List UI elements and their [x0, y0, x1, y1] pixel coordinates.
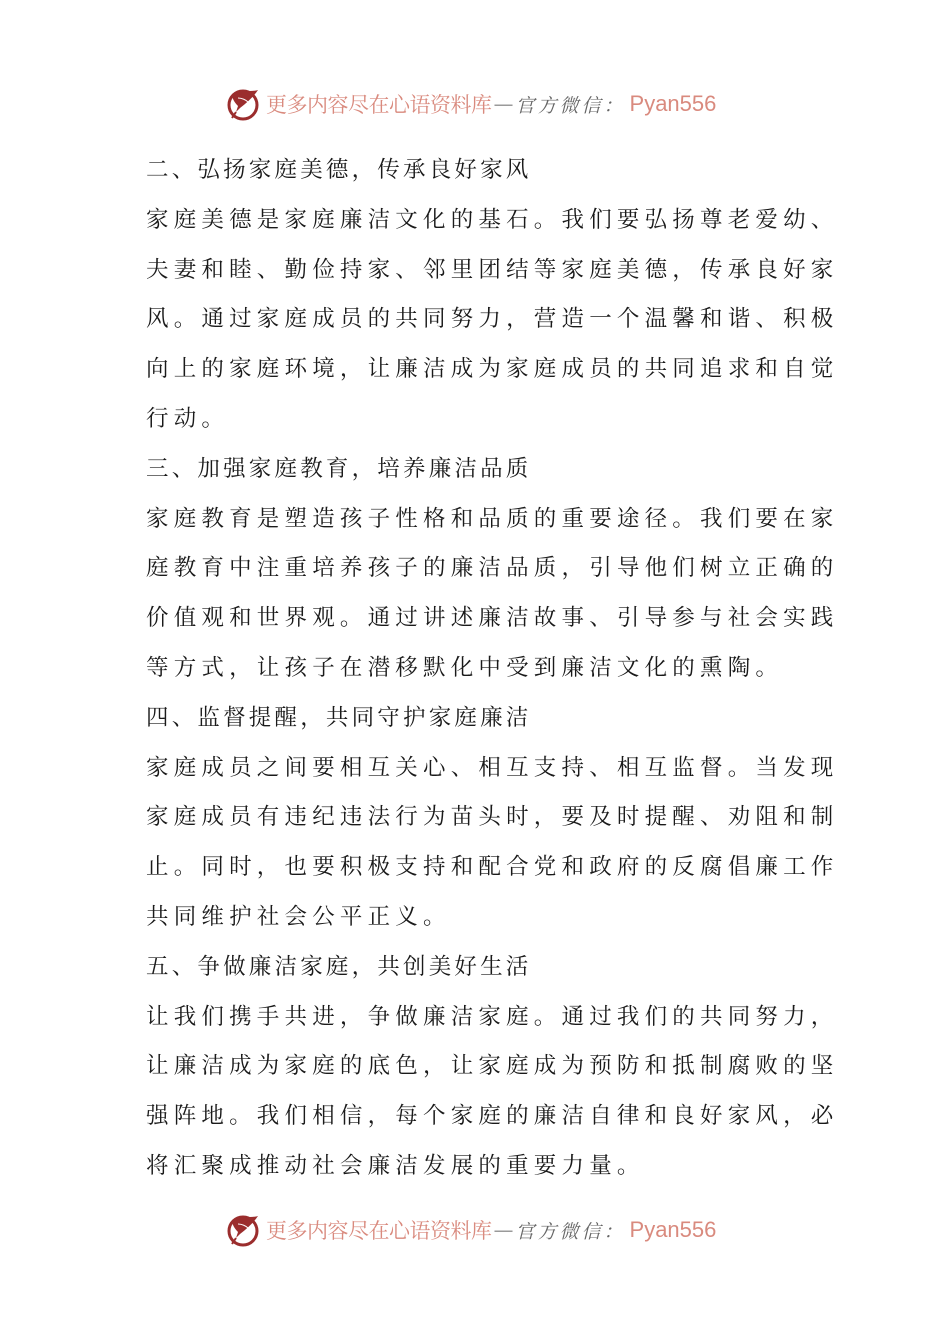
document-body [146, 146, 839, 1192]
paragraph-line: 庭教育中注重培养孩子的廉洁品质，引导他们树立正确的 [146, 555, 839, 582]
section-5 [146, 943, 839, 1192]
footer-banner [226, 1210, 716, 1250]
paragraph-line: 将汇聚成推动社会廉洁发展的重要力量。 [146, 1152, 645, 1179]
paragraph-line: 家庭成员之间要相互关心、相互支持、相互监督。当发现 [146, 754, 839, 781]
paragraph-line: 夫妻和睦、勤俭持家、邻里团结等家庭美德，传承良好家 [146, 256, 839, 283]
section-3 [146, 445, 839, 694]
paragraph-line: 家庭成员有违纪违法行为苗头时，要及时提醒、劝阻和制 [146, 804, 839, 831]
section-heading: 二、弘扬家庭美德，传承良好家风 [146, 157, 532, 183]
paragraph-line: 让廉洁成为家庭的底色，让家庭成为预防和抵制腐败的坚 [146, 1053, 839, 1080]
paragraph-line: 让我们携手共进，争做廉洁家庭。通过我们的共同努力， [146, 1003, 839, 1030]
section-heading: 五、争做廉洁家庭，共创美好生活 [146, 953, 532, 980]
site-name: 更多内容尽在心语资料库 [266, 1219, 492, 1243]
section-heading: 四、监督提醒，共同守护家庭廉洁 [146, 704, 532, 731]
wechat-id: Pyan556 [629, 1217, 717, 1242]
paragraph-line: 等方式，让孩子在潜移默化中受到廉洁文化的熏陶。 [146, 654, 784, 681]
quill-pen-logo-icon [226, 1212, 262, 1248]
separator-dash: — [493, 1218, 514, 1242]
wechat-label: 官方微信： [515, 1220, 626, 1243]
paragraph-line: 风。通过家庭成员的共同努力，营造一个温馨和谐、积极 [146, 306, 839, 333]
paragraph-line: 止。同时，也要积极支持和配合党和政府的反腐倡廉工作 [146, 854, 839, 881]
wechat-label: 官方微信： [515, 94, 626, 117]
section-heading: 三、加强家庭教育，培养廉洁品质 [146, 455, 532, 482]
paragraph-line: 家庭教育是塑造孩子性格和品质的重要途径。我们要在家 [146, 505, 839, 532]
quill-pen-logo-icon [226, 86, 262, 122]
paragraph-line: 共同维护社会公平正义。 [146, 903, 451, 930]
separator-dash: — [493, 92, 514, 116]
site-name: 更多内容尽在心语资料库 [266, 93, 492, 117]
section-2 [146, 146, 839, 445]
section-4 [146, 694, 839, 943]
wechat-id: Pyan556 [629, 91, 717, 116]
paragraph-line: 向上的家庭环境，让廉洁成为家庭成员的共同追求和自觉 [146, 356, 839, 383]
paragraph-line: 行动。 [146, 405, 230, 432]
paragraph-line: 强阵地。我们相信，每个家庭的廉洁自律和良好家风，必 [146, 1103, 839, 1130]
header-banner [226, 84, 716, 124]
paragraph-line: 家庭美德是家庭廉洁文化的基石。我们要弘扬尊老爱幼、 [146, 206, 839, 233]
paragraph-line: 价值观和世界观。通过讲述廉洁故事、引导参与社会实践 [146, 605, 839, 632]
